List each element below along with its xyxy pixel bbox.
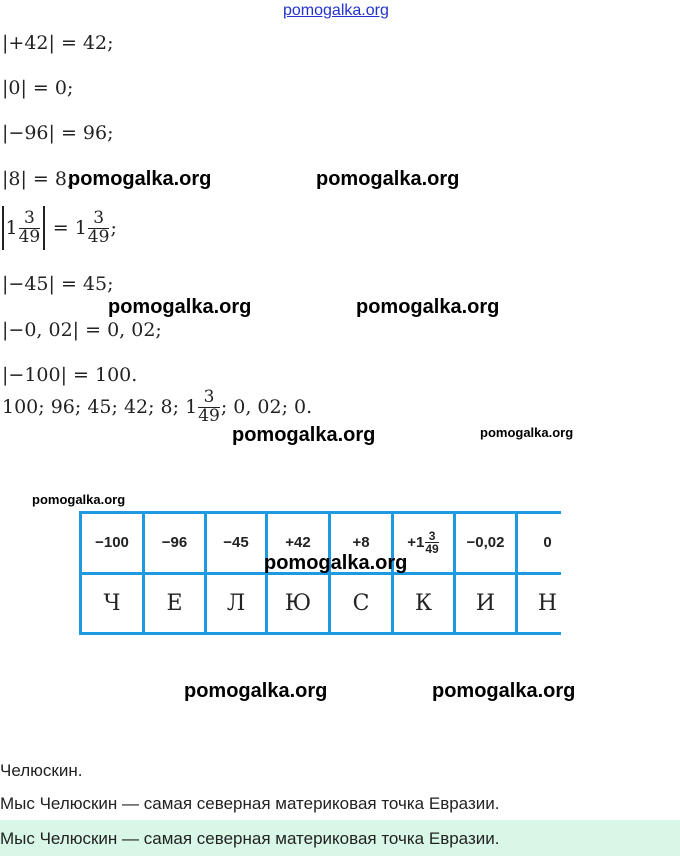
abs-line-4: |8| = 8;: [2, 168, 74, 190]
watermark: pomogalka.org: [232, 424, 376, 446]
watermark: pomogalka.org: [68, 168, 212, 190]
abs-line-5: [0, 206, 117, 250]
letter-cell: Е: [145, 575, 204, 633]
abs-line-2: |0| = 0;: [2, 77, 74, 99]
value-cell: +8: [331, 514, 391, 572]
line-end: ;: [110, 217, 117, 239]
sorted-fraction-denominator: 49: [198, 405, 220, 426]
letter-cell: К: [394, 575, 453, 633]
sorted-line: [2, 389, 312, 426]
abs-line-7: |−0, 02| = 0, 02;: [2, 319, 162, 341]
letter-cell: Ю: [268, 575, 328, 633]
equals-int: = 1: [52, 217, 87, 239]
value-cell: −45: [207, 514, 265, 572]
abs-line-6: |−45| = 45;: [2, 273, 114, 295]
watermark: pomogalka.org: [356, 296, 500, 318]
letter-cell: И: [456, 575, 515, 633]
watermark: pomogalka.org: [264, 552, 408, 574]
fact-text: Мыс Челюскин — самая северная материковая точка Евразии.: [0, 794, 500, 813]
sorted-fraction-numerator: 3: [198, 389, 220, 408]
value-cell: −0,02: [456, 514, 515, 572]
value-cell: +42: [268, 514, 328, 572]
watermark: pomogalka.org: [184, 680, 328, 702]
letter-cell: Ч: [82, 575, 142, 633]
letter-cell: Л: [207, 575, 265, 633]
sorted-fraction: [198, 389, 220, 426]
watermark: pomogalka.org: [432, 680, 576, 702]
abs-bar-right: [43, 206, 45, 250]
watermark: pomogalka.org: [108, 296, 252, 318]
value-cell: −100: [82, 514, 142, 572]
abs-bar-left: [2, 206, 4, 250]
sorted-line-end: ; 0, 02; 0.: [220, 396, 313, 419]
fraction-result-denominator: 49: [87, 226, 110, 247]
value-cell: 0: [518, 514, 577, 572]
fraction-result-numerator: 3: [88, 210, 110, 229]
sorted-line-start: 100; 96; 45; 42; 8; 1: [2, 396, 198, 419]
value-cell-numerator: 3: [425, 530, 438, 544]
letter-cell: Н: [518, 575, 577, 633]
fraction-denominator: 49: [18, 226, 41, 247]
abs-line-8: |−100| = 100.: [2, 364, 138, 386]
watermark: pomogalka.org: [316, 168, 460, 190]
fraction-result: [87, 207, 110, 247]
fraction: [18, 207, 41, 247]
abs-line-3: |−96| = 96;: [2, 122, 114, 144]
value-cell-denominator: 49: [425, 542, 439, 557]
value-cell: −96: [145, 514, 204, 572]
value-cell-frac: [425, 530, 438, 556]
watermark-small: pomogalka.org: [32, 492, 126, 507]
watermark-small: pomogalka.org: [480, 425, 574, 440]
highlighted-fact-text: Мыс Челюскин — самая северная материковая точка Евразии.: [0, 829, 500, 848]
letter-cell: С: [331, 575, 391, 633]
abs-line-1: |+42| = 42;: [2, 32, 114, 54]
watermark-top: pomogalka.org: [283, 2, 389, 19]
value-cell-int: +1: [407, 534, 425, 552]
mixed-int: 1: [5, 217, 18, 239]
answer-text: Челюскин.: [0, 761, 83, 780]
fraction-numerator: 3: [19, 210, 41, 229]
